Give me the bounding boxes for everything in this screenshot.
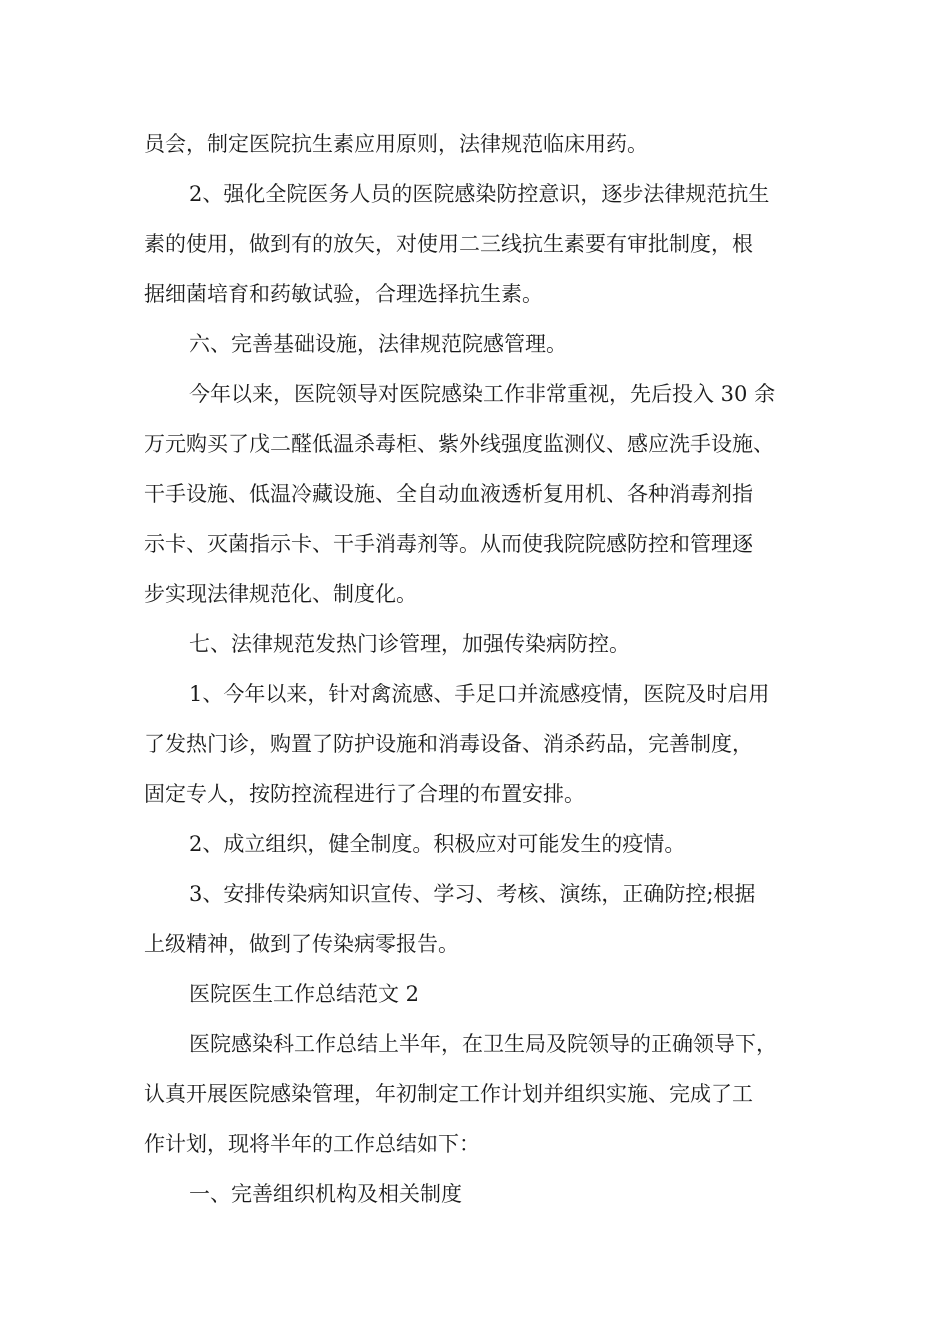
text-line: 万元购买了戊二醛低温杀毒柜、紫外线强度监测仪、感应洗手设施、 [144,432,774,456]
text-line: 示卡、灭菌指示卡、干手消毒剂等。从而使我院院感防控和管理逐 [144,532,753,556]
text-line: 今年以来，医院领导对医院感染工作非常重视，先后投入 30 余 [189,382,776,406]
text-line: 素的使用，做到有的放矢，对使用二三线抗生素要有审批制度，根 [144,232,753,256]
text-line: 了发热门诊，购置了防护设施和消毒设备、消杀药品，完善制度， [144,732,753,756]
text-line: 1、今年以来，针对禽流感、手足口并流感疫情，医院及时启用 [189,682,770,706]
text-line: 作计划，现将半年的工作总结如下： [144,1132,480,1156]
text-line: 干手设施、低温冷藏设施、全自动血液透析复用机、各种消毒剂指 [144,482,753,506]
document-title: 医院医生工作总结范文 2 [189,982,420,1006]
text-line: 固定专人，按防控流程进行了合理的布置安排。 [144,782,585,806]
section-heading: 六、完善基础设施，法律规范院感管理。 [189,332,567,356]
text-line: 上级精神，做到了传染病零报告。 [144,932,459,956]
text-line: 2、强化全院医务人员的医院感染防控意识，逐步法律规范抗生 [189,182,770,206]
text-line: 步实现法律规范化、制度化。 [144,582,417,606]
text-line: 医院感染科工作总结上半年，在卫生局及院领导的正确领导下， [189,1032,777,1056]
text-line: 据细菌培育和药敏试验，合理选择抗生素。 [144,282,543,306]
text-line: 员会，制定医院抗生素应用原则，法律规范临床用药。 [144,132,648,156]
section-heading: 七、法律规范发热门诊管理，加强传染病防控。 [189,632,630,656]
text-line: 2、成立组织，健全制度。积极应对可能发生的疫情。 [189,832,686,856]
text-line: 认真开展医院感染管理，年初制定工作计划并组织实施、完成了工 [144,1082,753,1106]
section-heading: 一、完善组织机构及相关制度 [189,1182,462,1206]
text-line: 3、安排传染病知识宣传、学习、考核、演练，正确防控;根据 [189,882,756,906]
